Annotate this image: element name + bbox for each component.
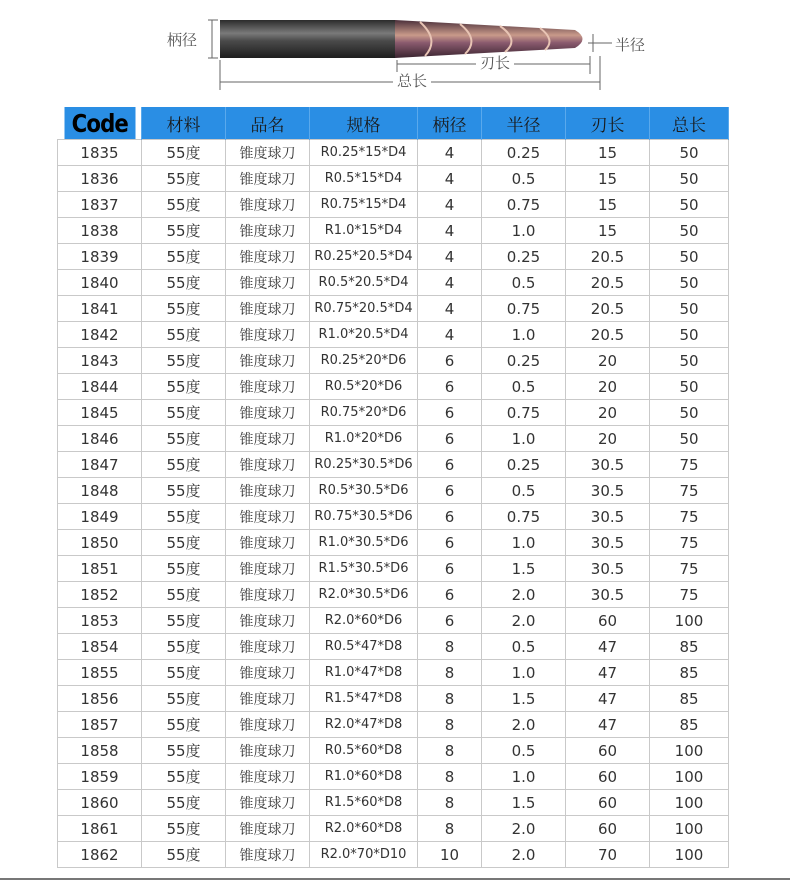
radius-cell: 0.25 — [482, 348, 566, 374]
flute-cell: 60 — [566, 816, 650, 842]
shank-diameter-label: 柄径 — [167, 31, 198, 49]
total-length-label: 总长 — [393, 72, 431, 90]
spec-cell: R2.0*47*D8 — [310, 712, 418, 738]
radius-cell: 1.5 — [482, 686, 566, 712]
flute-cell: 30.5 — [566, 504, 650, 530]
tool-shank — [220, 20, 395, 58]
flute-cell: 47 — [566, 634, 650, 660]
radius-cell: 0.75 — [482, 192, 566, 218]
spec-cell: R1.5*60*D8 — [310, 790, 418, 816]
material-cell: 55度 — [142, 400, 226, 426]
total-cell: 85 — [650, 634, 729, 660]
material-cell: 55度 — [142, 426, 226, 452]
material-cell: 55度 — [142, 244, 226, 270]
header-total-length: 总长 — [650, 107, 729, 140]
table-header-row — [58, 107, 729, 140]
name-cell: 锥度球刀 — [226, 374, 310, 400]
material-cell: 55度 — [142, 790, 226, 816]
flute-length-label: 刃长 — [476, 54, 514, 72]
code-cell: 1858 — [58, 738, 142, 764]
spec-cell: R1.0*60*D8 — [310, 764, 418, 790]
name-cell: 锥度球刀 — [226, 452, 310, 478]
radius-cell: 1.0 — [482, 426, 566, 452]
total-cell: 75 — [650, 452, 729, 478]
shank-cell: 4 — [418, 140, 482, 166]
flute-cell: 20 — [566, 400, 650, 426]
shank-cell: 8 — [418, 660, 482, 686]
total-cell: 75 — [650, 478, 729, 504]
table-row — [58, 322, 729, 348]
code-cell: 1842 — [58, 322, 142, 348]
flute-cell: 30.5 — [566, 478, 650, 504]
material-cell: 55度 — [142, 582, 226, 608]
total-cell: 100 — [650, 608, 729, 634]
spec-cell: R0.25*15*D4 — [310, 140, 418, 166]
flute-cell: 20.5 — [566, 270, 650, 296]
code-cell: 1850 — [58, 530, 142, 556]
total-cell: 50 — [650, 322, 729, 348]
radius-cell: 1.5 — [482, 790, 566, 816]
material-cell: 55度 — [142, 270, 226, 296]
name-cell: 锥度球刀 — [226, 426, 310, 452]
shank-cell: 8 — [418, 790, 482, 816]
radius-cell: 0.75 — [482, 504, 566, 530]
flute-cell: 20.5 — [566, 296, 650, 322]
code-cell: 1857 — [58, 712, 142, 738]
total-cell: 100 — [650, 764, 729, 790]
flute-cell: 60 — [566, 764, 650, 790]
spec-cell: R0.75*20*D6 — [310, 400, 418, 426]
code-cell: 1860 — [58, 790, 142, 816]
code-cell: 1836 — [58, 166, 142, 192]
radius-cell: 0.5 — [482, 270, 566, 296]
table-row — [58, 686, 729, 712]
spec-table — [57, 107, 729, 868]
table-row — [58, 660, 729, 686]
header-flute-length: 刃长 — [566, 107, 650, 140]
table-row — [58, 790, 729, 816]
table-row — [58, 816, 729, 842]
table-row — [58, 426, 729, 452]
total-cell: 50 — [650, 348, 729, 374]
radius-cell: 2.0 — [482, 712, 566, 738]
tool-diagram — [0, 0, 790, 106]
code-cell: 1839 — [58, 244, 142, 270]
material-cell: 55度 — [142, 140, 226, 166]
flute-cell: 20.5 — [566, 322, 650, 348]
name-cell: 锥度球刀 — [226, 686, 310, 712]
flute-cell: 20 — [566, 374, 650, 400]
flute-cell: 60 — [566, 790, 650, 816]
shank-cell: 6 — [418, 478, 482, 504]
table-row — [58, 582, 729, 608]
spec-cell: R0.5*20*D6 — [310, 374, 418, 400]
radius-cell: 0.25 — [482, 452, 566, 478]
table-row — [58, 218, 729, 244]
shank-cell: 4 — [418, 166, 482, 192]
spec-cell: R1.5*47*D8 — [310, 686, 418, 712]
radius-cell: 0.75 — [482, 296, 566, 322]
material-cell: 55度 — [142, 478, 226, 504]
total-cell: 50 — [650, 400, 729, 426]
shank-cell: 4 — [418, 322, 482, 348]
name-cell: 锥度球刀 — [226, 816, 310, 842]
flute-cell: 15 — [566, 140, 650, 166]
radius-cell: 0.5 — [482, 634, 566, 660]
spec-cell: R2.0*60*D8 — [310, 816, 418, 842]
material-cell: 55度 — [142, 296, 226, 322]
spec-cell: R0.5*20.5*D4 — [310, 270, 418, 296]
table-row — [58, 738, 729, 764]
code-cell: 1844 — [58, 374, 142, 400]
material-cell: 55度 — [142, 218, 226, 244]
flute-cell: 30.5 — [566, 582, 650, 608]
table-row — [58, 270, 729, 296]
table-row — [58, 166, 729, 192]
name-cell: 锥度球刀 — [226, 140, 310, 166]
name-cell: 锥度球刀 — [226, 192, 310, 218]
shank-cell: 6 — [418, 426, 482, 452]
radius-cell: 0.25 — [482, 244, 566, 270]
spec-cell: R0.75*30.5*D6 — [310, 504, 418, 530]
flute-cell: 47 — [566, 660, 650, 686]
spec-cell: R2.0*60*D6 — [310, 608, 418, 634]
radius-label: 半径 — [615, 36, 646, 54]
radius-cell: 2.0 — [482, 582, 566, 608]
radius-cell: 0.75 — [482, 400, 566, 426]
material-cell: 55度 — [142, 452, 226, 478]
flute-cell: 30.5 — [566, 530, 650, 556]
name-cell: 锥度球刀 — [226, 504, 310, 530]
total-cell: 50 — [650, 426, 729, 452]
name-cell: 锥度球刀 — [226, 296, 310, 322]
material-cell: 55度 — [142, 686, 226, 712]
total-cell: 50 — [650, 166, 729, 192]
radius-cell: 2.0 — [482, 608, 566, 634]
code-cell: 1835 — [58, 140, 142, 166]
name-cell: 锥度球刀 — [226, 712, 310, 738]
name-cell: 锥度球刀 — [226, 556, 310, 582]
shank-cell: 6 — [418, 582, 482, 608]
material-cell: 55度 — [142, 374, 226, 400]
flute-cell: 20 — [566, 426, 650, 452]
table-row — [58, 530, 729, 556]
shank-cell: 6 — [418, 348, 482, 374]
spec-cell: R0.25*20.5*D4 — [310, 244, 418, 270]
material-cell: 55度 — [142, 764, 226, 790]
shank-cell: 8 — [418, 764, 482, 790]
spec-cell: R0.25*30.5*D6 — [310, 452, 418, 478]
code-cell: 1862 — [58, 842, 142, 868]
table-row — [58, 296, 729, 322]
material-cell: 55度 — [142, 166, 226, 192]
code-cell: 1854 — [58, 634, 142, 660]
shank-cell: 6 — [418, 608, 482, 634]
shank-cell: 6 — [418, 400, 482, 426]
shank-cell: 8 — [418, 634, 482, 660]
table-row — [58, 400, 729, 426]
total-cell: 75 — [650, 530, 729, 556]
table-row — [58, 192, 729, 218]
spec-cell: R2.0*30.5*D6 — [310, 582, 418, 608]
material-cell: 55度 — [142, 816, 226, 842]
code-cell: 1861 — [58, 816, 142, 842]
code-cell: 1856 — [58, 686, 142, 712]
shank-cell: 6 — [418, 556, 482, 582]
material-cell: 55度 — [142, 608, 226, 634]
name-cell: 锥度球刀 — [226, 634, 310, 660]
flute-cell: 20.5 — [566, 244, 650, 270]
spec-cell: R0.5*15*D4 — [310, 166, 418, 192]
spec-cell: R1.5*30.5*D6 — [310, 556, 418, 582]
header-material: 材料 — [142, 107, 226, 140]
spec-cell: R0.5*30.5*D6 — [310, 478, 418, 504]
table-row — [58, 608, 729, 634]
spec-table-body — [58, 140, 729, 868]
total-cell: 50 — [650, 192, 729, 218]
radius-cell: 1.0 — [482, 660, 566, 686]
code-cell: 1840 — [58, 270, 142, 296]
flute-cell: 15 — [566, 218, 650, 244]
flute-cell: 47 — [566, 712, 650, 738]
shank-cell: 6 — [418, 504, 482, 530]
total-cell: 85 — [650, 686, 729, 712]
total-cell: 50 — [650, 270, 729, 296]
spec-cell: R0.5*60*D8 — [310, 738, 418, 764]
header-product-name: 品名 — [226, 107, 310, 140]
name-cell: 锥度球刀 — [226, 608, 310, 634]
table-row — [58, 374, 729, 400]
material-cell: 55度 — [142, 530, 226, 556]
shank-cell: 8 — [418, 816, 482, 842]
material-cell: 55度 — [142, 634, 226, 660]
radius-cell: 1.5 — [482, 556, 566, 582]
shank-cell: 4 — [418, 244, 482, 270]
name-cell: 锥度球刀 — [226, 218, 310, 244]
table-row — [58, 478, 729, 504]
table-row — [58, 842, 729, 868]
name-cell: 锥度球刀 — [226, 842, 310, 868]
flute-cell: 60 — [566, 608, 650, 634]
spec-cell: R1.0*20*D6 — [310, 426, 418, 452]
radius-cell: 0.5 — [482, 478, 566, 504]
code-cell: 1841 — [58, 296, 142, 322]
shank-cell: 8 — [418, 712, 482, 738]
total-cell: 100 — [650, 842, 729, 868]
name-cell: 锥度球刀 — [226, 478, 310, 504]
radius-cell: 0.5 — [482, 166, 566, 192]
name-cell: 锥度球刀 — [226, 244, 310, 270]
name-cell: 锥度球刀 — [226, 400, 310, 426]
name-cell: 锥度球刀 — [226, 166, 310, 192]
code-cell: 1843 — [58, 348, 142, 374]
spec-cell: R2.0*70*D10 — [310, 842, 418, 868]
table-row — [58, 348, 729, 374]
spec-cell: R0.75*20.5*D4 — [310, 296, 418, 322]
header-shank-diameter: 柄径 — [418, 107, 482, 140]
total-cell: 50 — [650, 140, 729, 166]
code-cell: 1848 — [58, 478, 142, 504]
name-cell: 锥度球刀 — [226, 790, 310, 816]
name-cell: 锥度球刀 — [226, 738, 310, 764]
table-row — [58, 140, 729, 166]
radius-cell: 1.0 — [482, 218, 566, 244]
bottom-divider — [0, 878, 790, 880]
flute-cell: 60 — [566, 738, 650, 764]
total-cell: 50 — [650, 374, 729, 400]
code-cell: 1846 — [58, 426, 142, 452]
material-cell: 55度 — [142, 842, 226, 868]
flute-cell: 30.5 — [566, 556, 650, 582]
radius-cell: 1.0 — [482, 764, 566, 790]
code-cell: 1851 — [58, 556, 142, 582]
total-cell: 100 — [650, 738, 729, 764]
shank-cell: 8 — [418, 686, 482, 712]
flute-cell: 30.5 — [566, 452, 650, 478]
code-cell: 1859 — [58, 764, 142, 790]
total-cell: 50 — [650, 244, 729, 270]
name-cell: 锥度球刀 — [226, 764, 310, 790]
code-cell: 1838 — [58, 218, 142, 244]
code-cell: 1853 — [58, 608, 142, 634]
code-cell: 1852 — [58, 582, 142, 608]
total-cell: 75 — [650, 556, 729, 582]
code-cell: 1849 — [58, 504, 142, 530]
radius-cell: 2.0 — [482, 816, 566, 842]
code-cell: 1837 — [58, 192, 142, 218]
total-cell: 75 — [650, 504, 729, 530]
header-code: Code — [64, 107, 135, 140]
name-cell: 锥度球刀 — [226, 660, 310, 686]
table-row — [58, 556, 729, 582]
code-cell: 1855 — [58, 660, 142, 686]
shank-cell: 4 — [418, 218, 482, 244]
flute-cell: 70 — [566, 842, 650, 868]
spec-cell: R0.75*15*D4 — [310, 192, 418, 218]
table-row — [58, 712, 729, 738]
total-cell: 100 — [650, 790, 729, 816]
code-cell: 1847 — [58, 452, 142, 478]
radius-cell: 1.0 — [482, 530, 566, 556]
radius-cell: 0.5 — [482, 738, 566, 764]
header-spec: 规格 — [310, 107, 418, 140]
total-cell: 85 — [650, 660, 729, 686]
radius-cell: 2.0 — [482, 842, 566, 868]
flute-cell: 47 — [566, 686, 650, 712]
table-row — [58, 764, 729, 790]
table-row — [58, 634, 729, 660]
header-radius: 半径 — [482, 107, 566, 140]
shank-cell: 4 — [418, 296, 482, 322]
radius-cell: 0.5 — [482, 374, 566, 400]
table-row — [58, 244, 729, 270]
material-cell: 55度 — [142, 556, 226, 582]
shank-cell: 6 — [418, 452, 482, 478]
spec-cell: R0.25*20*D6 — [310, 348, 418, 374]
shank-cell: 6 — [418, 530, 482, 556]
tool-drawing — [0, 0, 790, 106]
material-cell: 55度 — [142, 738, 226, 764]
table-row — [58, 452, 729, 478]
name-cell: 锥度球刀 — [226, 348, 310, 374]
shank-cell: 6 — [418, 374, 482, 400]
table-row — [58, 504, 729, 530]
shank-cell: 4 — [418, 192, 482, 218]
spec-cell: R1.0*20.5*D4 — [310, 322, 418, 348]
spec-cell: R1.0*47*D8 — [310, 660, 418, 686]
spec-cell: R0.5*47*D8 — [310, 634, 418, 660]
total-cell: 85 — [650, 712, 729, 738]
total-cell: 100 — [650, 816, 729, 842]
radius-cell: 0.25 — [482, 140, 566, 166]
shank-cell: 10 — [418, 842, 482, 868]
material-cell: 55度 — [142, 348, 226, 374]
spec-cell: R1.0*30.5*D6 — [310, 530, 418, 556]
total-cell: 75 — [650, 582, 729, 608]
name-cell: 锥度球刀 — [226, 270, 310, 296]
flute-cell: 20 — [566, 348, 650, 374]
flute-cell: 15 — [566, 192, 650, 218]
material-cell: 55度 — [142, 504, 226, 530]
flute-cell: 15 — [566, 166, 650, 192]
material-cell: 55度 — [142, 322, 226, 348]
name-cell: 锥度球刀 — [226, 322, 310, 348]
name-cell: 锥度球刀 — [226, 582, 310, 608]
total-cell: 50 — [650, 218, 729, 244]
material-cell: 55度 — [142, 660, 226, 686]
shank-cell: 4 — [418, 270, 482, 296]
shank-cell: 8 — [418, 738, 482, 764]
radius-cell: 1.0 — [482, 322, 566, 348]
name-cell: 锥度球刀 — [226, 530, 310, 556]
total-cell: 50 — [650, 296, 729, 322]
material-cell: 55度 — [142, 192, 226, 218]
code-cell: 1845 — [58, 400, 142, 426]
spec-cell: R1.0*15*D4 — [310, 218, 418, 244]
material-cell: 55度 — [142, 712, 226, 738]
